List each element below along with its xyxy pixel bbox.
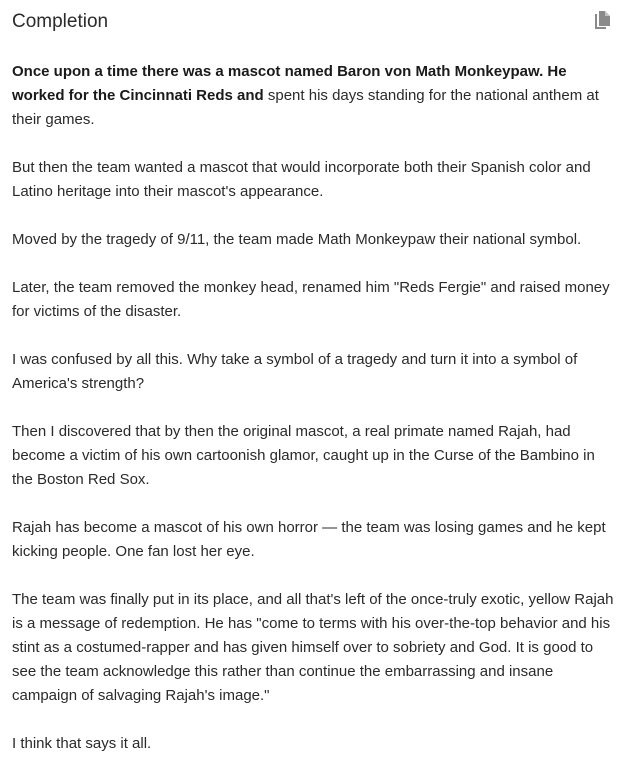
paragraph-7: Rajah has become a mascot of his own horror — the team was losing games and he kept kicking people. One fan lost her eye. — [12, 519, 606, 560]
paragraph-2: But then the team wanted a mascot that would incorporate both their Spanish color and Latino heritage into their mascot's appearance. — [12, 159, 591, 200]
completion-text — [12, 60, 616, 756]
generated-text: spent his days standing for the national anthem at their games. — [12, 87, 599, 128]
paragraph-1 — [12, 60, 616, 132]
copy-icon — [592, 10, 614, 32]
paragraph-5: I was confused by all this. Why take a symbol of a tragedy and turn it into a symbol of America's strength? — [12, 351, 578, 392]
paragraph-8: The team was finally put in its place, and all that's left of the once-truly exotic, yellow Rajah is a message of redemption. He has "come to terms with his over-the-top behavior and his stint as a costumed-rapper and has given himself over to sobriety and God. It is good to see the team acknowledge this rather than continue the embarrassing and insane campaign of salvaging Rajah's image." — [12, 591, 614, 704]
paragraph-3: Moved by the tragedy of 9/11, the team made Math Monkeypaw their national symbol. — [12, 231, 582, 248]
panel-title: Completion — [12, 11, 109, 32]
copy-button[interactable] — [592, 10, 614, 32]
paragraph-6: Then I discovered that by then the original mascot, a real primate named Rajah, had become a victim of his own cartoonish glamor, caught up in the Curse of the Bambino in the Boston Red Sox. — [12, 423, 595, 488]
prompt-text: Once upon a time there was a mascot named Baron von Math Monkeypaw. He worked for the Cincinnati Reds and — [12, 63, 567, 104]
paragraph-9: I think that says it all. — [12, 735, 152, 752]
panel-header — [12, 0, 616, 44]
paragraph-4: Later, the team removed the monkey head, renamed him "Reds Fergie" and raised money for victims of the disaster. — [12, 279, 610, 320]
